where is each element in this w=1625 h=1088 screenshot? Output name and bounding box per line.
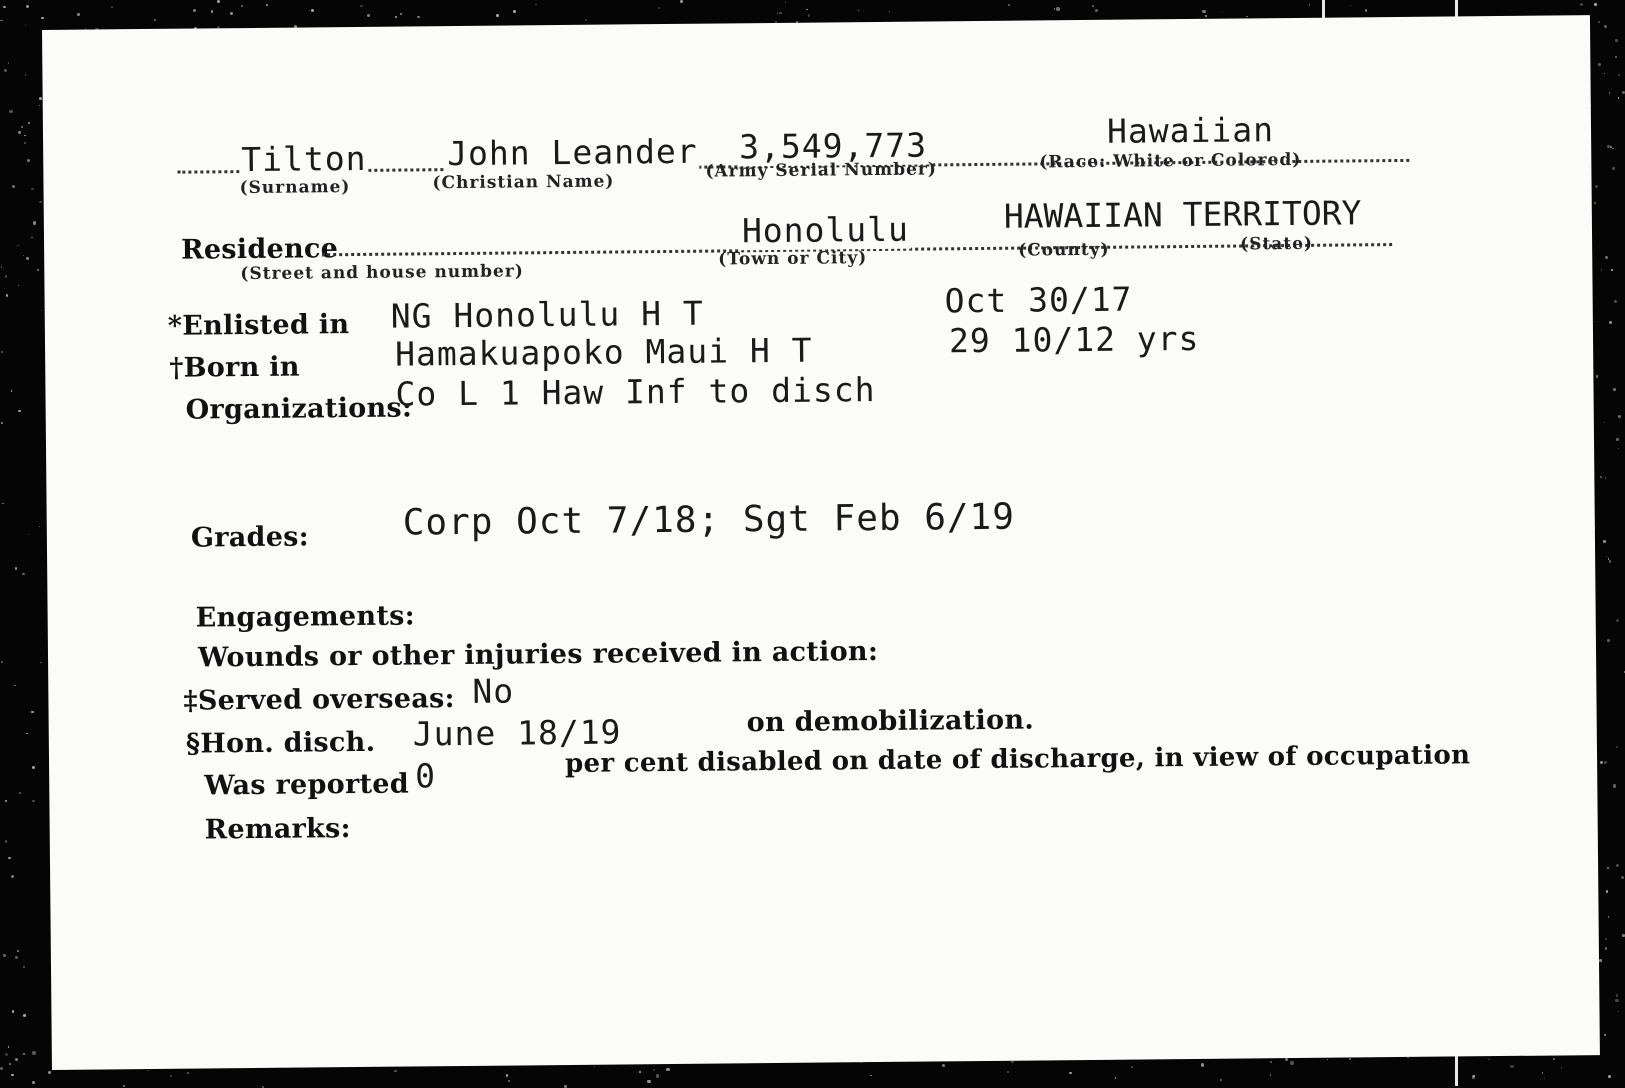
scan-speck [1607,639,1610,642]
scan-speck [1610,146,1612,148]
scan-speck [1131,1066,1133,1068]
scan-speck [1604,73,1605,74]
scan-speck [1616,438,1618,440]
discharge-value: June 18/19 [413,712,622,753]
scan-speck [23,255,25,257]
scan-speck [111,6,113,8]
scan-speck [1599,959,1602,962]
scan-speck [1613,388,1616,391]
scan-speck [1603,540,1606,543]
scan-speck [1616,864,1619,867]
scan-speck [1611,269,1613,271]
scan-speck [777,13,778,14]
scan-speck [32,800,35,803]
scan-speck [1612,148,1614,150]
disability-value: 0 [415,756,436,795]
scan-speck [1092,5,1094,7]
county-value: HAWAIIAN TERRITORY [1002,193,1364,235]
scan-speck [23,1014,26,1017]
scan-speck [1618,97,1619,98]
scan-speck [647,1080,650,1083]
scan-speck [17,245,19,247]
scan-speck [12,185,15,188]
scan-speck [22,573,25,576]
scan-speck [309,10,310,11]
scan-speck [11,1074,13,1076]
scan-speck [5,1053,8,1056]
scan-speck [653,1069,655,1071]
scan-speck [28,122,30,124]
scan-speck [508,1080,510,1082]
scan-speck [18,285,19,286]
scan-speck [1605,477,1607,479]
scan-speck [639,1071,641,1073]
disability-label: Was reported [204,769,409,802]
scan-speck [5,800,7,802]
scan-speck [1614,300,1616,302]
scan-speck [808,14,810,16]
scan-speck [1618,74,1620,76]
scan-speck [1598,63,1601,66]
scan-speck [31,188,34,191]
scan-speck [1594,202,1596,204]
scan-speck [1618,1011,1620,1013]
scan-speck [8,1046,10,1048]
scan-speck [496,14,499,17]
disability-suffix: per cent disabled on date of discharge, in view of occupation [565,740,1470,779]
serial-number-value: 3,549,773 [737,125,929,166]
scan-speck [26,5,29,8]
scan-speck [217,0,220,3]
scan-speck [858,10,859,11]
scan-speck [1553,1058,1555,1060]
scan-speck [4,69,7,72]
scan-speck [1,661,2,662]
scan-speck [1350,5,1351,6]
scan-speck [1290,1061,1293,1064]
scan-speck [3,6,5,8]
born-value: Hamakuapoko Maui H T [395,331,813,374]
scan-speck [31,711,33,713]
scan-speck [666,1068,669,1071]
scan-speck [1612,167,1615,170]
scan-speck [32,1051,35,1054]
scan-speck [1605,256,1608,259]
town-value: Honolulu [740,210,911,251]
scan-speck [39,105,41,107]
scan-speck [193,9,196,12]
scan-speck [32,766,35,769]
scan-speck [1056,7,1059,10]
scan-speck [1594,3,1597,6]
scan-speck [394,1070,396,1072]
service-record-card [42,15,1600,1070]
scan-speck [241,5,243,7]
scan-speck [1615,999,1618,1002]
scan-speck [33,221,36,224]
scan-speck [1202,10,1205,13]
scan-speck [1609,560,1612,563]
scan-speck [1594,321,1596,323]
scan-speck [17,950,20,953]
scan-speck [8,857,11,860]
scan-speck [19,792,21,794]
scan-speck [1327,1059,1328,1060]
scan-speck [1604,422,1605,423]
scan-speck [513,10,516,13]
scan-speck [39,97,42,100]
scan-speck [1608,558,1610,560]
surname-caption: (Surname) [239,177,350,198]
scan-speck [806,9,807,10]
remarks-label: Remarks: [205,813,351,845]
scan-speck [25,25,26,26]
scan-speck [1618,448,1619,449]
scan-speck [5,840,8,843]
scan-speck [1616,994,1619,997]
scan-speck [1606,556,1607,557]
scan-speck [1600,761,1602,763]
scan-speck [12,1010,15,1013]
scan-speck [400,13,402,15]
grades-value: Corp Oct 7/18; Sgt Feb 6/19 [403,497,1016,544]
scan-speck [0,20,1,21]
scan-speck [15,956,18,959]
scan-speck [1011,1061,1013,1063]
scan-speck [1608,1075,1611,1078]
scan-speck [39,201,42,204]
race-value: Hawaiian [1105,110,1276,151]
scan-speck [1,422,2,423]
scan-speck [1222,11,1223,12]
scan-speck [1285,1058,1288,1061]
scan-speck [32,1081,35,1084]
scan-speck [1600,476,1602,478]
scan-speck [23,1053,25,1055]
christian-name-value: John Leander [445,132,700,173]
scan-speck [9,1063,11,1065]
scan-speck [1604,1034,1606,1036]
scan-speck [1621,876,1624,879]
scan-speck [1606,890,1608,892]
surname-value: Tilton [239,139,369,179]
scan-speck [1349,1058,1351,1060]
scan-speck [8,62,10,64]
scan-speck [2,503,3,504]
scan-speck [266,4,268,6]
scan-speck [680,0,682,2]
scan-speck [1095,9,1098,12]
scan-speck [1220,1079,1222,1081]
scan-speck [154,19,156,21]
scan-speck [889,11,890,12]
scan-speck [1607,867,1609,869]
scan-speck [1008,4,1010,6]
scan-speck [123,1085,125,1087]
overseas-value: No [472,671,514,710]
scan-speck [0,1067,3,1070]
scan-speck [417,16,419,18]
overseas-label: ‡Served overseas: [183,683,455,717]
scan-speck [1270,1074,1271,1075]
scan-speck [1596,375,1599,378]
scan-speck [40,662,42,664]
scan-speck [1069,1072,1072,1075]
scan-speck [28,534,29,535]
scan-speck [25,74,27,76]
scan-speck [1270,1061,1273,1064]
scan-speck [367,14,370,17]
scan-speck [1595,185,1598,188]
scan-speck [395,16,397,18]
county-caption: (County) [1018,240,1110,261]
scan-speck [1613,784,1616,787]
scan-speck [6,294,9,297]
scan-speck [1561,1067,1562,1068]
scan-speck [1510,1065,1513,1068]
scan-speck [870,1075,871,1076]
enlisted-label: *Enlisted in [168,309,350,342]
wounds-label: Wounds or other injuries received in action: [198,636,878,674]
scan-speck [26,257,29,260]
scan-speck [1542,1072,1543,1073]
scan-speck [11,875,14,878]
street-caption: (Street and house number) [240,261,524,284]
town-caption: (Town or City) [718,248,867,269]
scan-speck [1605,947,1607,949]
scan-speck [656,1074,659,1077]
scan-speck [1608,916,1610,918]
scan-speck [26,733,28,735]
scan-speck [41,17,43,19]
engagements-label: Engagements: [196,600,416,633]
scan-speck [77,13,80,16]
scan-speck [24,142,26,144]
scan-speck [658,7,660,9]
scan-speck [360,5,362,7]
scan-speck [1,351,3,353]
scan-speck [1309,4,1311,6]
scan-speck [21,126,23,128]
discharge-suffix: on demobilization. [747,705,1035,739]
scan-speck [14,685,15,686]
race-caption: (Race: White or Colored) [1039,150,1301,173]
scan-speck [1246,16,1248,18]
scan-speck [18,131,21,134]
scan-speck [1615,39,1618,42]
born-label: †Born in [169,352,300,384]
scan-speck [1007,1071,1009,1073]
enlisted-date: Oct 30/17 [944,280,1132,321]
serial-number-caption: (Army Serial Number) [705,159,937,181]
grades-label: Grades: [191,521,309,553]
scan-speck [11,390,12,391]
scan-speck [1615,56,1617,58]
scan-speck [1609,92,1610,93]
residence-label: Residence [181,233,338,266]
christian-name-caption: (Christian Name) [432,172,614,194]
scan-speck [230,12,233,15]
scan-speck [1618,415,1621,418]
scan-speck [1605,938,1607,940]
scan-speck [170,1075,171,1076]
scan-speck [23,966,25,968]
scan-speck [187,1072,190,1075]
scan-speck [942,1064,945,1067]
enlisted-value: NG Honolulu H T [391,294,704,336]
scan-speck [1544,1078,1545,1079]
scan-speck [1488,1059,1490,1061]
scan-speck [5,275,7,277]
scan-speck [1,266,2,267]
organizations-value: Co L 1 Haw Inf to disch [395,370,875,414]
scan-speck [27,159,30,162]
scan-speck [1604,25,1607,28]
scan-speck [535,4,537,6]
scan-speck [9,110,12,113]
scan-speck [1365,9,1368,12]
scan-speck [1598,21,1600,23]
age-value: 29 10/12 yrs [949,319,1200,360]
scan-speck [594,1066,595,1067]
scan-speck [779,12,781,14]
scan-speck [48,1071,51,1074]
scan-speck [39,526,40,527]
scan-speck [15,567,17,569]
scan-speck [1616,619,1619,622]
scan-speck [1609,321,1612,324]
organizations-label: Organizations: [186,392,413,425]
scan-speck [311,9,314,12]
scan-speck [1580,3,1583,6]
state-caption: (State) [1240,234,1313,255]
scan-speck [15,1058,18,1061]
scan-speck [24,135,26,137]
scan-speck [1601,269,1603,271]
discharge-label: §Hon. disch. [186,727,376,760]
scan-speck [1472,1075,1475,1078]
scan-speck [18,410,20,412]
scan-speck [585,19,587,21]
scan-speck [785,2,786,3]
scan-speck [1616,746,1618,748]
scan-speck [3,954,5,956]
scan-speck [31,237,32,238]
scan-speck [506,1074,508,1076]
scan-speck [1205,15,1207,17]
scan-speck [41,310,42,311]
scan-speck [211,10,213,12]
scan-speck [147,1070,149,1072]
scan-speck [1201,1063,1204,1066]
scan-speck [1115,1077,1117,1079]
scan-speck [1604,761,1607,764]
scan-speck [37,269,39,271]
